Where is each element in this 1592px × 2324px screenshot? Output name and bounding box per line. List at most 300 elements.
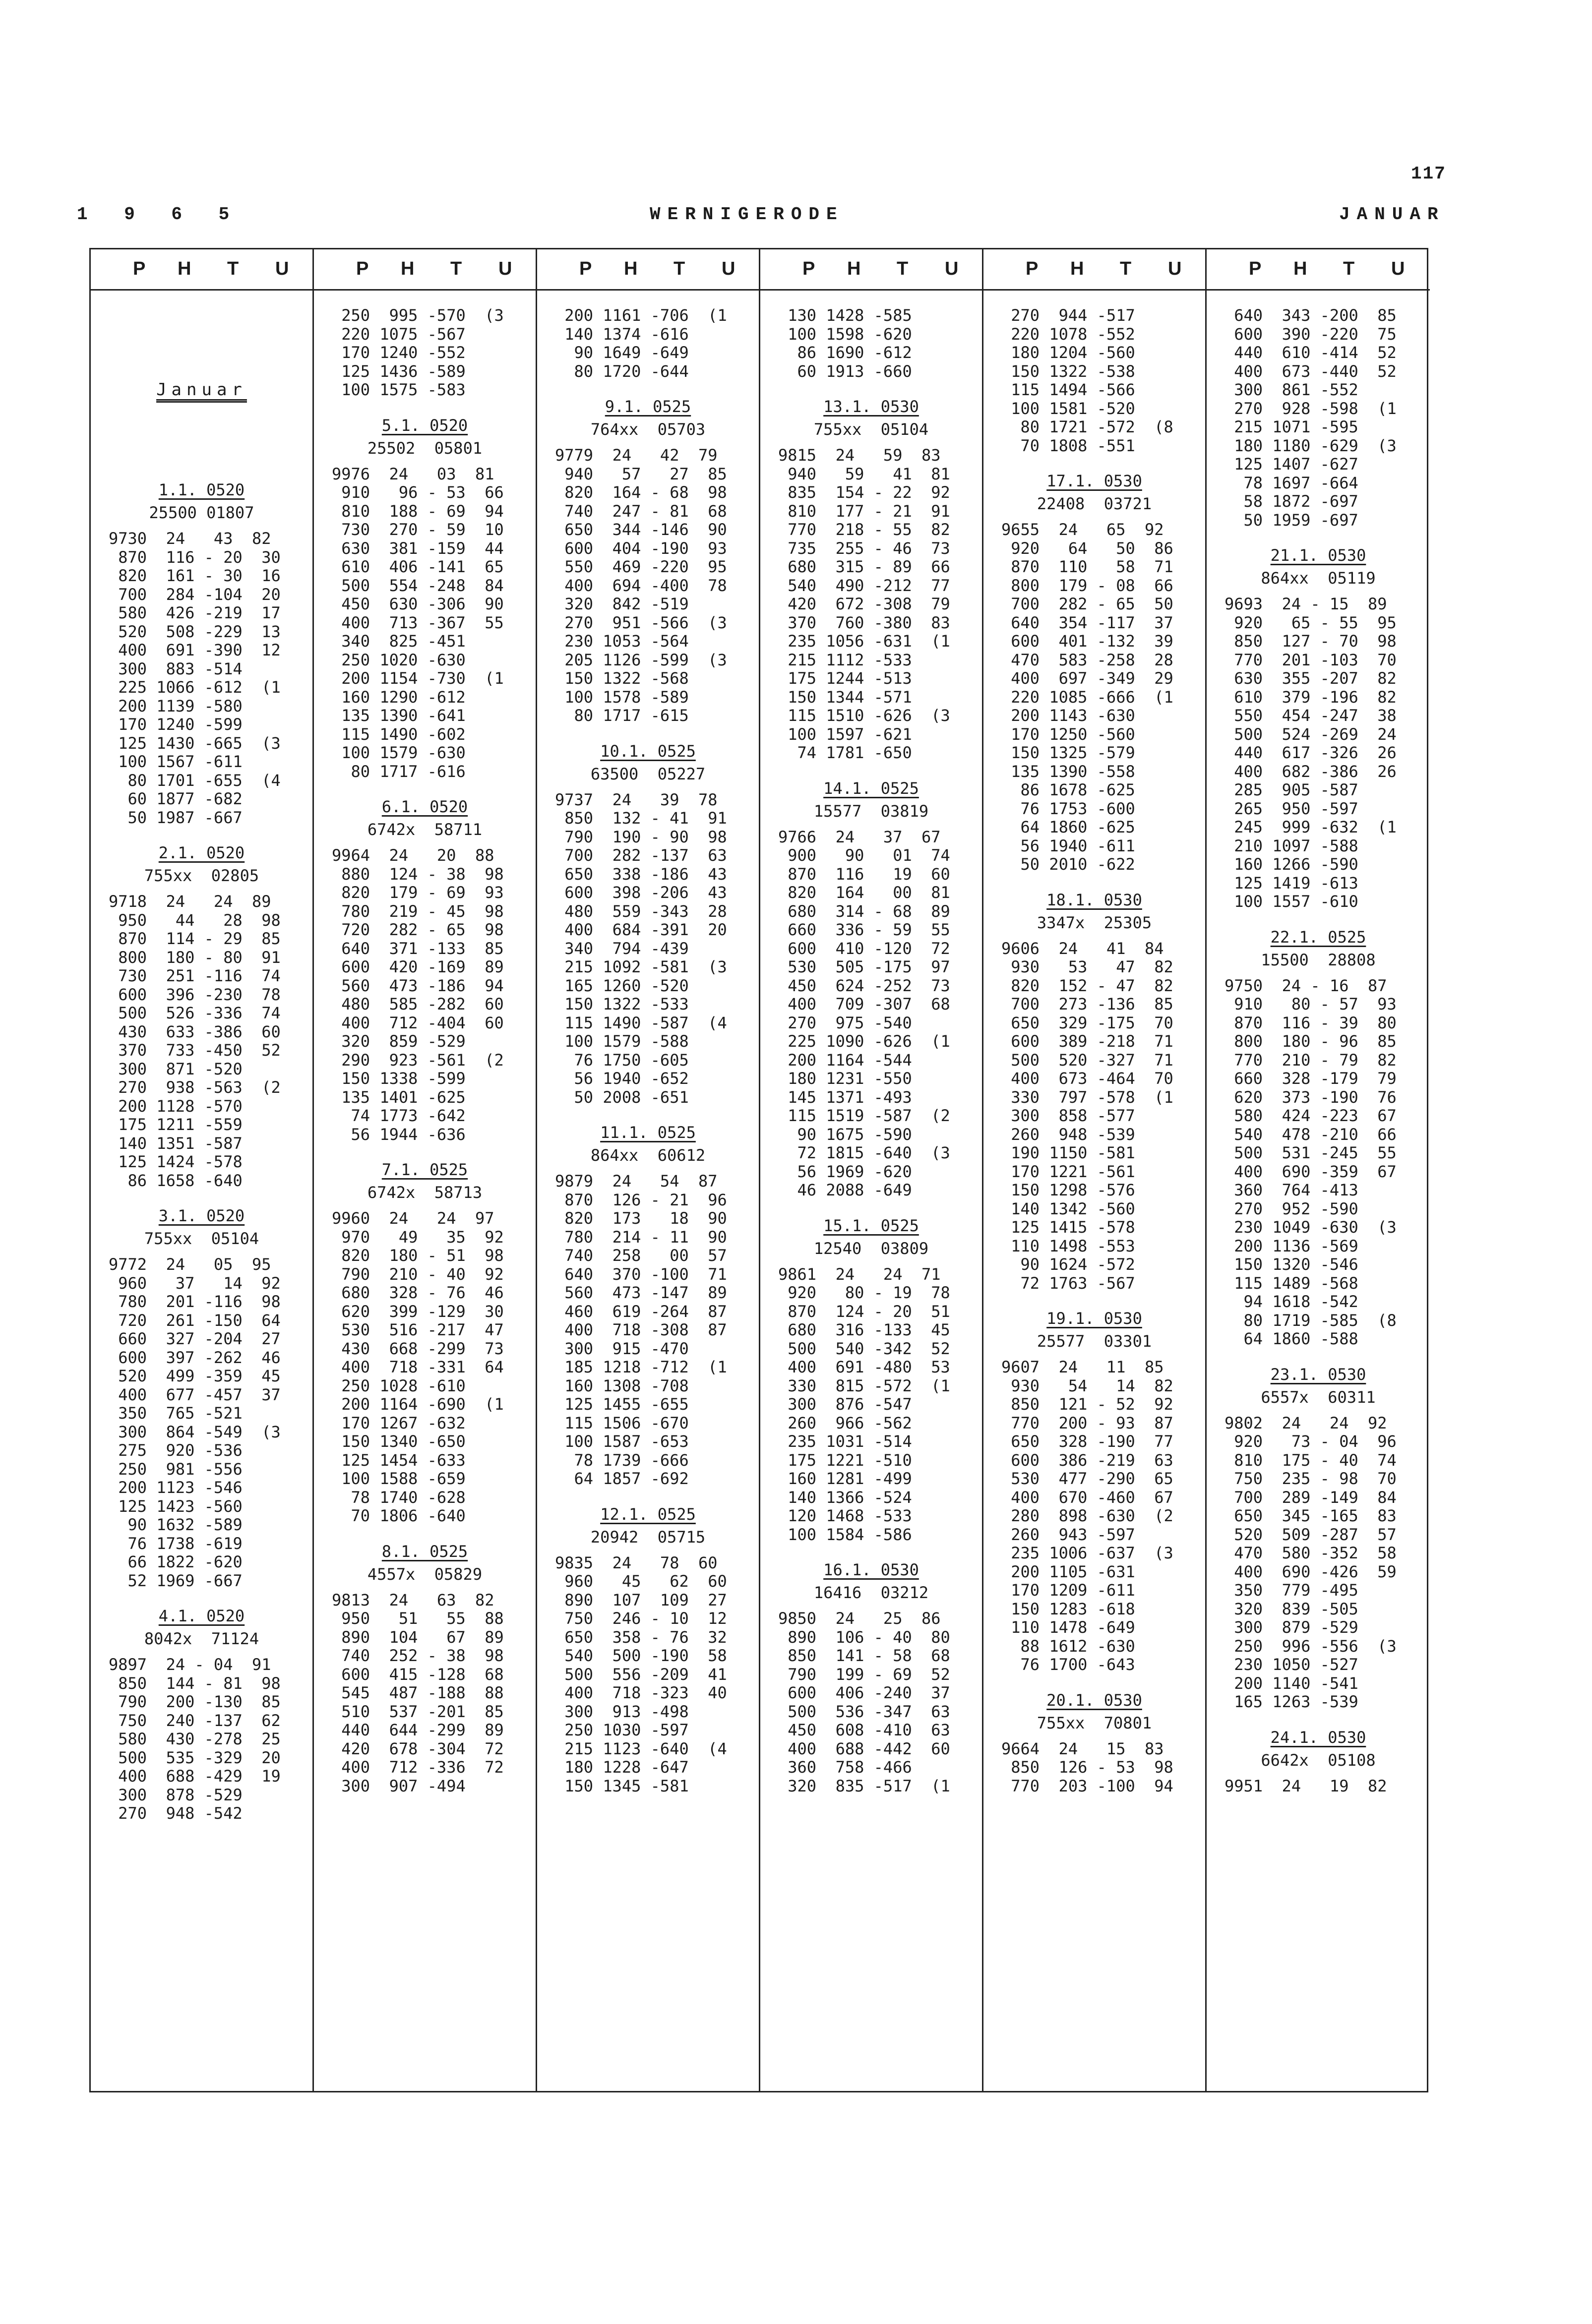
table-row: 700 282 -137 63 (555, 846, 727, 865)
table-row: 580 424 -223 67 (1225, 1106, 1397, 1125)
table-row: 580 426 -219 17 (109, 603, 281, 622)
table-row: 270 952 -590 (1225, 1199, 1358, 1218)
table-row: 50 1987 -667 (109, 808, 243, 827)
table-row: 165 1260 -520 (555, 976, 689, 995)
table-row: 115 1506 -670 (555, 1413, 689, 1432)
column-body (91, 291, 312, 2092)
table-row: 175 1221 -510 (778, 1450, 912, 1470)
table-row: 400 673 -464 70 (1001, 1069, 1173, 1088)
table-row: 540 500 -190 58 (555, 1646, 727, 1665)
table-row: 90 1649 -649 (555, 343, 689, 362)
table-row: 910 80 - 57 93 (1225, 995, 1397, 1013)
table-row: 420 672 -308 79 (778, 595, 950, 613)
section-code: 6557x 60311 (1261, 1387, 1376, 1407)
section-title: 1.1. 0520 (158, 480, 245, 499)
column-header (314, 249, 536, 291)
table-row: 790 190 - 90 98 (555, 827, 727, 846)
table-row: 940 59 41 81 (778, 464, 950, 483)
table-column (760, 249, 983, 2091)
section-title: 14.1. 0525 (823, 778, 919, 798)
section-gap (555, 1489, 752, 1494)
table-row: 630 355 -207 82 (1225, 669, 1397, 688)
table-row: 850 141 - 58 68 (778, 1646, 950, 1665)
table-row: 770 203 -100 94 (1001, 1776, 1173, 1795)
section-gap (332, 400, 529, 406)
section-gap (778, 1544, 975, 1550)
table-row: 400 712 -404 60 (332, 1013, 504, 1032)
table-row: 250 995 -570 (3 (332, 306, 504, 325)
section-code: 25577 03301 (1037, 1332, 1152, 1351)
table-row: 340 794 -439 (555, 939, 689, 958)
table-row: 600 404 -190 93 (555, 538, 727, 558)
table-row: 500 554 -248 84 (332, 576, 504, 595)
table-row: 100 1575 -583 (332, 380, 466, 399)
table-row: 200 1136 -569 (1225, 1236, 1358, 1255)
table-row: 46 2088 -649 (778, 1181, 912, 1199)
column-header-label: T (1343, 258, 1355, 279)
section-code: 864xx 05119 (1261, 569, 1376, 588)
section-gap (778, 381, 975, 387)
table-row: 740 247 - 81 68 (555, 501, 727, 521)
table-row: 185 1218 -712 (1 (555, 1358, 727, 1376)
table-column (91, 249, 314, 2091)
table-row: 140 1342 -560 (1001, 1199, 1135, 1218)
table-row: 200 1123 -546 (109, 1478, 243, 1497)
table-row: 835 154 - 22 92 (778, 483, 950, 502)
table-row: 150 1298 -576 (1001, 1181, 1135, 1199)
table-row: 610 379 -196 82 (1225, 687, 1397, 707)
column-header-label: T (450, 258, 462, 279)
table-row: 200 1139 -580 (109, 696, 243, 715)
table-row: 700 282 - 65 50 (1001, 595, 1173, 613)
section-gap (109, 1190, 306, 1196)
table-row: 400 690 -359 67 (1225, 1162, 1397, 1181)
table-row: 740 252 - 38 98 (332, 1646, 504, 1665)
section-code: 63500 05227 (590, 764, 706, 783)
table-row: 930 53 47 82 (1001, 957, 1173, 976)
table-row: 400 712 -336 72 (332, 1758, 504, 1777)
table-row: 680 315 - 89 66 (778, 557, 950, 576)
table-row: 680 328 - 76 46 (332, 1283, 504, 1302)
table-row: 56 1944 -636 (332, 1125, 466, 1144)
column-body (760, 291, 982, 2092)
table-row: 90 1632 -589 (109, 1515, 243, 1534)
table-row: 820 152 - 47 82 (1001, 976, 1173, 995)
table-row: 88 1612 -630 (1001, 1636, 1135, 1656)
column-body (314, 291, 536, 2092)
table-row: 680 316 -133 45 (778, 1320, 950, 1339)
section-title: 3.1. 0520 (158, 1206, 245, 1225)
column-header-label: T (674, 258, 685, 279)
table-row: 60 1877 -682 (109, 789, 243, 808)
table-row: 630 381 -159 44 (332, 538, 504, 558)
table-row: 820 179 - 69 93 (332, 883, 504, 902)
table-row: 150 1344 -571 (778, 687, 912, 707)
table-row: 600 386 -219 63 (1001, 1450, 1173, 1470)
table-row: 820 164 - 68 98 (555, 483, 727, 502)
table-row: 790 200 -130 85 (109, 1692, 281, 1711)
section-gap (109, 827, 306, 833)
table-row: 940 57 27 85 (555, 464, 727, 483)
table-row: 100 1584 -586 (778, 1525, 912, 1544)
table-row: 130 1428 -585 (778, 306, 912, 325)
column-header-label: P (1026, 258, 1039, 279)
table-row: 230 1050 -527 (1225, 1655, 1358, 1674)
table-row: 275 920 -536 (109, 1441, 243, 1460)
table-row: 165 1263 -539 (1225, 1692, 1358, 1711)
column-header-label: U (722, 258, 735, 279)
section-title: 11.1. 0525 (600, 1123, 696, 1142)
table-row: 100 1587 -653 (555, 1432, 689, 1451)
table-row: 740 258 00 57 (555, 1246, 727, 1265)
table-row: 86 1658 -640 (109, 1171, 243, 1190)
table-row: 260 966 -562 (778, 1413, 912, 1432)
table-row: 170 1267 -632 (332, 1413, 466, 1432)
section-code: 15577 03819 (813, 801, 929, 821)
table-row: 150 1322 -568 (555, 669, 689, 688)
column-header-label: U (275, 258, 289, 279)
table-row: 74 1781 -650 (778, 743, 912, 762)
table-row: 700 289 -149 84 (1225, 1488, 1397, 1507)
table-row: 500 526 -336 74 (109, 1004, 281, 1022)
table-row: 72 1763 -567 (1001, 1273, 1135, 1293)
table-row: 545 487 -188 88 (332, 1683, 504, 1702)
table-row: 100 1597 -621 (778, 724, 912, 744)
section-gap (1001, 1795, 1198, 1801)
table-row: 285 905 -587 (1225, 780, 1358, 799)
table-row: 470 580 -352 58 (1225, 1544, 1397, 1562)
section-gap (555, 1795, 752, 1801)
table-row: 510 537 -201 85 (332, 1702, 504, 1721)
table-row: 140 1366 -524 (778, 1488, 912, 1507)
table-row: 64 1860 -588 (1225, 1329, 1358, 1348)
table-row: 9655 24 65 92 (1001, 520, 1164, 539)
table-row: 56 1940 -652 (555, 1069, 689, 1088)
table-row: 220 1078 -552 (1001, 324, 1135, 344)
table-row: 52 1969 -667 (109, 1571, 243, 1590)
column-header-label: H (178, 258, 191, 279)
section-gap (1225, 1712, 1423, 1718)
section-title: 5.1. 0520 (381, 416, 468, 435)
table-row: 160 1281 -499 (778, 1469, 912, 1488)
column-body (1207, 291, 1430, 2092)
table-row: 245 999 -632 (1 (1225, 818, 1397, 836)
table-row: 650 358 - 76 32 (555, 1627, 727, 1647)
table-row: 600 390 -220 75 (1225, 324, 1397, 344)
table-row: 300 907 -494 (332, 1776, 466, 1795)
section-title: 23.1. 0530 (1270, 1365, 1366, 1384)
table-row: 78 1697 -664 (1225, 473, 1358, 492)
table-row: 115 1489 -568 (1225, 1273, 1358, 1293)
table-row: 870 116 - 39 80 (1225, 1013, 1397, 1032)
section-gap (1225, 1795, 1423, 1801)
table-row: 780 214 - 11 90 (555, 1227, 727, 1247)
table-row: 900 90 01 74 (778, 846, 950, 865)
table-row: 150 1340 -650 (332, 1432, 466, 1451)
table-row: 9606 24 41 84 (1001, 939, 1164, 958)
table-row: 890 107 109 27 (555, 1590, 727, 1609)
table-row: 100 1578 -589 (555, 687, 689, 707)
table-row: 100 1588 -659 (332, 1469, 466, 1488)
column-header-label: U (1168, 258, 1182, 279)
table-row: 400 718 -323 40 (555, 1683, 727, 1702)
section-gap (778, 1795, 975, 1801)
table-row: 320 839 -505 (1225, 1599, 1358, 1618)
table-row: 650 338 -186 43 (555, 864, 727, 884)
table-row: 76 1700 -643 (1001, 1655, 1135, 1674)
table-row: 850 126 - 53 98 (1001, 1758, 1173, 1777)
section-gap (1001, 1674, 1198, 1680)
page-number: 117 (1411, 164, 1446, 184)
table-row: 9815 24 59 83 (778, 446, 941, 465)
table-row: 810 177 - 21 91 (778, 501, 950, 521)
table-row: 9766 24 37 67 (778, 827, 941, 846)
table-row: 125 1455 -655 (555, 1395, 689, 1414)
table-row: 870 126 - 21 96 (555, 1190, 727, 1209)
table-row: 500 535 -329 20 (109, 1748, 281, 1767)
table-row: 135 1401 -625 (332, 1087, 466, 1107)
section-title: 17.1. 0530 (1046, 472, 1142, 490)
column-header-label: P (356, 258, 369, 279)
table-row: 500 531 -245 55 (1225, 1143, 1397, 1162)
table-column (1207, 249, 1430, 2091)
table-row: 250 1020 -630 (332, 650, 466, 669)
table-row: 100 1581 -520 (1001, 399, 1135, 418)
table-row: 200 1143 -630 (1001, 706, 1135, 725)
section-gap (109, 1823, 306, 1829)
table-row: 120 1468 -533 (778, 1506, 912, 1525)
table-row: 80 1720 -644 (555, 361, 689, 381)
table-row: 90 1624 -572 (1001, 1255, 1135, 1274)
table-row: 400 697 -349 29 (1001, 669, 1173, 688)
table-row: 680 314 - 68 89 (778, 901, 950, 921)
table-row: 300 913 -498 (555, 1702, 689, 1721)
column-header-label: H (624, 258, 638, 279)
table-row: 125 1423 -560 (109, 1496, 243, 1516)
table-row: 720 282 - 65 98 (332, 920, 504, 939)
table-row: 80 1717 -615 (555, 706, 689, 725)
table-row: 350 779 -495 (1225, 1581, 1358, 1600)
table-row: 70 1808 -551 (1001, 436, 1135, 455)
table-row: 300 861 -552 (1225, 380, 1358, 399)
table-row: 72 1815 -640 (3 (778, 1143, 950, 1162)
table-row: 270 951 -566 (3 (555, 613, 727, 632)
column-body (537, 291, 759, 2092)
table-row: 890 104 67 89 (332, 1627, 504, 1647)
table-row: 650 344 -146 90 (555, 520, 727, 539)
table-row: 850 127 - 70 98 (1225, 632, 1397, 651)
table-row: 200 1164 -690 (1 (332, 1395, 504, 1414)
section-title: 16.1. 0530 (823, 1560, 919, 1579)
table-row: 86 1678 -625 (1001, 780, 1135, 799)
table-row: 300 858 -577 (1001, 1106, 1135, 1125)
table-row: 140 1374 -616 (555, 324, 689, 344)
header-place: WERNIGERODE (650, 204, 844, 225)
table-row: 820 180 - 51 98 (332, 1246, 504, 1265)
section-title: 10.1. 0525 (600, 741, 696, 761)
table-row: 260 948 -539 (1001, 1125, 1135, 1144)
table-row: 94 1618 -542 (1225, 1292, 1358, 1311)
section-code: 764xx 05703 (590, 420, 706, 439)
table-row: 270 975 -540 (778, 1013, 912, 1032)
table-row: 125 1424 -578 (109, 1152, 243, 1171)
section-gap (1225, 1349, 1423, 1355)
table-row: 9802 24 24 92 (1225, 1413, 1387, 1432)
section-gap (555, 725, 752, 731)
column-header-label: P (802, 258, 815, 279)
table-row: 215 1112 -533 (778, 650, 912, 669)
table-column (983, 249, 1207, 2091)
table-row: 780 219 - 45 98 (332, 901, 504, 921)
table-row: 270 944 -517 (1001, 306, 1135, 325)
table-row: 850 132 - 41 91 (555, 809, 727, 828)
table-row: 500 520 -327 71 (1001, 1050, 1173, 1070)
table-row: 235 1031 -514 (778, 1432, 912, 1451)
section-code: 755xx 05104 (144, 1229, 259, 1248)
table-row: 500 556 -209 41 (555, 1665, 727, 1684)
month-title: Januar (156, 380, 247, 400)
table-row: 9879 24 54 87 (555, 1172, 718, 1191)
section-title: 6.1. 0520 (381, 797, 468, 816)
table-row: 150 1325 -579 (1001, 743, 1135, 762)
section-code: 25500 01807 (149, 503, 254, 522)
table-row: 640 354 -117 37 (1001, 613, 1173, 632)
table-row: 9976 24 03 81 (332, 464, 494, 483)
table-row: 9750 24 - 16 87 (1225, 976, 1387, 995)
table-row: 225 1066 -612 (1 (109, 678, 281, 697)
table-row: 9960 24 24 97 (332, 1209, 494, 1228)
table-row: 115 1519 -587 (2 (778, 1106, 950, 1125)
table-row: 430 668 -299 73 (332, 1339, 504, 1358)
table-row: 600 397 -262 46 (109, 1348, 281, 1367)
table-row: 135 1390 -641 (332, 706, 466, 725)
section-code: 8042x 71124 (144, 1629, 259, 1648)
table-row: 235 1006 -637 (3 (1001, 1544, 1173, 1562)
table-row: 820 164 00 81 (778, 883, 950, 902)
column-header-label: U (1391, 258, 1405, 279)
table-row: 550 454 -247 38 (1225, 706, 1397, 725)
table-row: 800 180 - 96 85 (1225, 1032, 1397, 1051)
table-row: 9964 24 20 88 (332, 846, 494, 865)
section-title: 7.1. 0525 (381, 1160, 468, 1179)
section-code: 3347x 25305 (1037, 913, 1152, 932)
table-row: 530 477 -290 65 (1001, 1469, 1173, 1488)
table-row: 440 610 -414 52 (1225, 343, 1397, 362)
table-row: 770 200 - 93 87 (1001, 1413, 1173, 1432)
table-row: 210 1097 -588 (1225, 836, 1358, 855)
table-row: 550 469 -220 95 (555, 557, 727, 576)
table-row: 270 948 -542 (109, 1804, 243, 1823)
table-row: 230 1049 -630 (3 (1225, 1218, 1397, 1237)
table-row: 750 246 - 10 12 (555, 1609, 727, 1628)
observation-table (89, 248, 1428, 2092)
section-gap (1001, 455, 1198, 461)
table-row: 76 1750 -605 (555, 1050, 689, 1070)
table-row: 9772 24 05 95 (109, 1255, 271, 1274)
table-row: 480 559 -343 28 (555, 901, 727, 921)
table-row: 320 859 -529 (332, 1032, 466, 1051)
section-gap (332, 1795, 529, 1801)
table-row: 56 1940 -611 (1001, 836, 1135, 855)
table-row: 300 879 -529 (1225, 1618, 1358, 1637)
table-row: 400 718 -308 87 (555, 1320, 727, 1339)
column-header-label: T (897, 258, 909, 279)
table-row: 300 915 -470 (555, 1339, 689, 1358)
table-row: 640 370 -100 71 (555, 1264, 727, 1284)
table-row: 9951 24 19 82 (1225, 1776, 1387, 1795)
table-row: 970 49 35 92 (332, 1227, 504, 1247)
column-header-label: P (133, 258, 146, 279)
table-row: 600 401 -132 39 (1001, 632, 1173, 651)
table-row: 115 1510 -626 (3 (778, 706, 950, 725)
table-row: 400 670 -460 67 (1001, 1488, 1173, 1507)
table-row: 9779 24 42 79 (555, 446, 718, 465)
table-row: 100 1579 -630 (332, 743, 466, 762)
table-row: 180 1180 -629 (3 (1225, 436, 1397, 455)
table-row: 400 673 -440 52 (1225, 361, 1397, 381)
section-code: 25502 05801 (367, 438, 483, 458)
table-row: 170 1209 -611 (1001, 1581, 1135, 1600)
section-title: 4.1. 0520 (158, 1607, 245, 1625)
table-row: 790 210 - 40 92 (332, 1264, 504, 1284)
table-row: 160 1266 -590 (1225, 855, 1358, 874)
table-row: 125 1436 -589 (332, 361, 466, 381)
table-row: 50 2008 -651 (555, 1087, 689, 1107)
table-row: 280 898 -630 (2 (1001, 1506, 1173, 1525)
section-title: 22.1. 0525 (1270, 927, 1366, 947)
table-row: 870 124 - 20 51 (778, 1302, 950, 1321)
section-title: 20.1. 0530 (1046, 1690, 1142, 1710)
table-row: 225 1090 -626 (1 (778, 1032, 950, 1051)
table-row: 50 1959 -697 (1225, 510, 1358, 530)
table-row: 500 540 -342 52 (778, 1339, 950, 1358)
section-gap (555, 381, 752, 387)
table-row: 9861 24 24 71 (778, 1264, 941, 1284)
table-row: 125 1415 -578 (1001, 1218, 1135, 1237)
section-gap (1001, 1293, 1198, 1299)
section-title: 13.1. 0530 (823, 397, 919, 416)
header-month: JANUAR (1339, 204, 1445, 225)
table-row: 9718 24 24 89 (109, 892, 271, 911)
section-gap (555, 1107, 752, 1113)
table-column (537, 249, 760, 2091)
section-gap (332, 781, 529, 787)
table-row: 540 478 -210 66 (1225, 1125, 1397, 1144)
table-row: 260 943 -597 (1001, 1525, 1135, 1544)
table-row: 400 690 -426 59 (1225, 1562, 1397, 1581)
table-row: 660 336 - 59 55 (778, 920, 950, 939)
table-row: 205 1126 -599 (3 (555, 650, 727, 669)
table-row: 700 284 -104 20 (109, 585, 281, 604)
column-header-label: H (847, 258, 861, 279)
table-row: 450 630 -306 90 (332, 595, 504, 613)
table-row: 300 878 -529 (109, 1785, 243, 1804)
table-row: 70 1806 -640 (332, 1506, 466, 1525)
table-row: 200 1140 -541 (1225, 1673, 1358, 1693)
table-row: 600 420 -169 89 (332, 957, 504, 976)
table-row: 610 406 -141 65 (332, 557, 504, 576)
table-row: 430 633 -386 60 (109, 1022, 281, 1041)
section-code: 755xx 70801 (1037, 1713, 1152, 1732)
table-row: 950 44 28 98 (109, 910, 281, 930)
table-row: 100 1598 -620 (778, 324, 912, 344)
table-row: 115 1490 -602 (332, 724, 466, 744)
table-row: 870 116 - 20 30 (109, 547, 281, 567)
table-row: 600 389 -218 71 (1001, 1032, 1173, 1051)
header-year: 1 9 6 5 (77, 204, 243, 225)
table-row: 170 1250 -560 (1001, 724, 1135, 744)
table-row: 215 1071 -595 (1225, 417, 1358, 436)
